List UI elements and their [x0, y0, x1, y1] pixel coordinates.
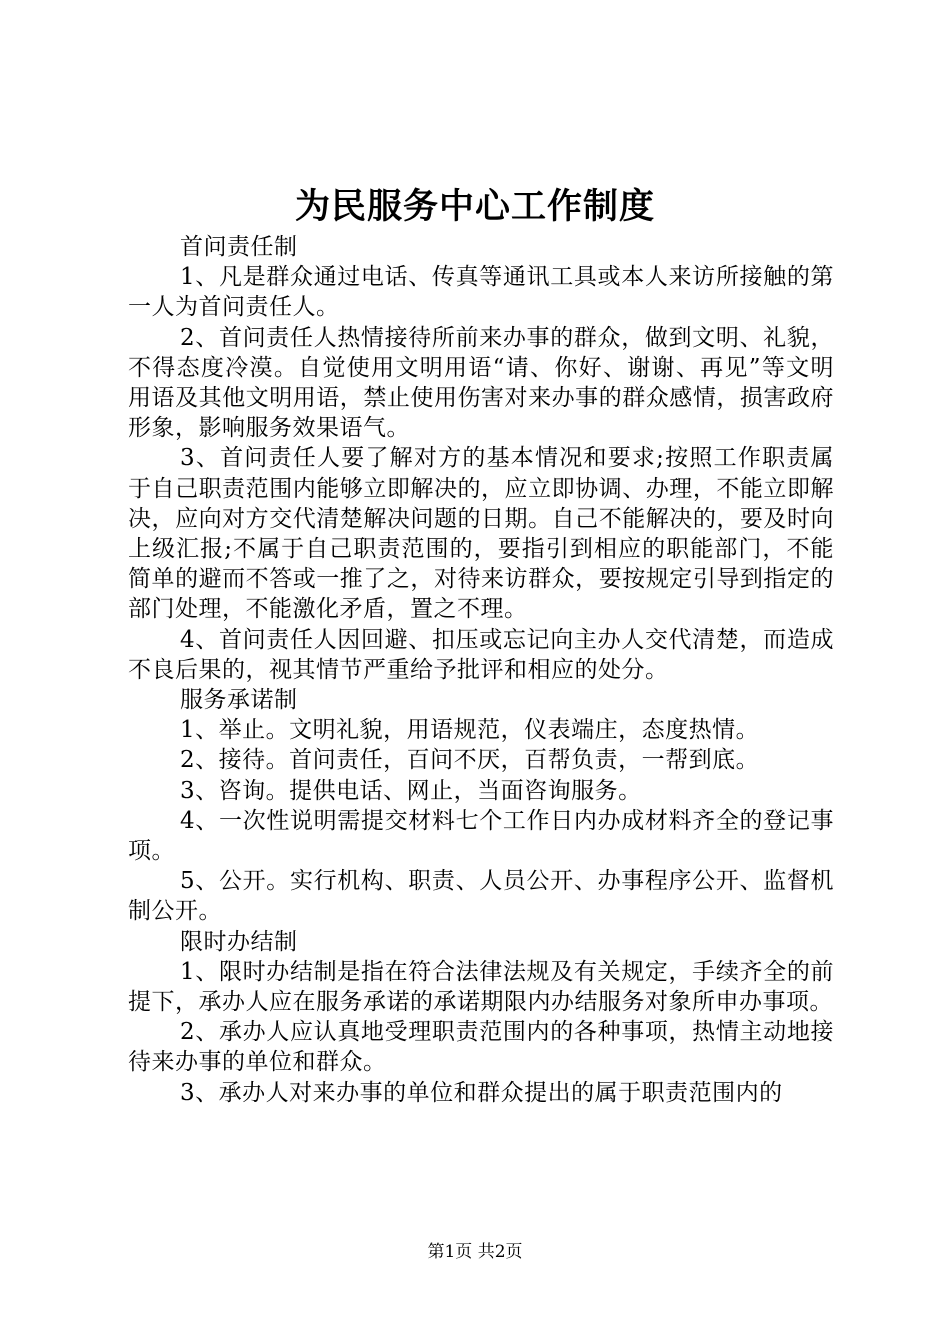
- document-title: 为民服务中心工作制度: [294, 186, 655, 227]
- paragraph: 1、限时办结制是指在符合法律法规及有关规定，手续齐全的前提下，承办人应在服务承诺的承诺期限内办结服务对象所申办事项。: [128, 958, 834, 1016]
- paragraph: 3、首问责任人要了解对方的基本情况和要求;按照工作职责属于自己职责范围内能够立即解决的，应立即协调、办理，不能立即解决，应向对方交代清楚解决问题的日期。自己不能解决的，要及时向上级汇报;不属于自己职责范围的，要指引到相应的职能部门，不能简单的避而不答或一推了之，对待来访群众，要按规定引导到指定的部门处理，不能激化矛盾，置之不理。: [128, 445, 834, 623]
- paragraph: 3、承办人对来办事的单位和群众提出的属于职责范围内的: [180, 1079, 783, 1106]
- page-footer: 第1页 共2页: [427, 1242, 523, 1262]
- document-body: [128, 232, 834, 1108]
- section-heading-service-commitment: 服务承诺制: [180, 687, 298, 714]
- paragraph: 2、接待。首问责任，百问不厌，百帮负责，一帮到底。: [180, 747, 760, 774]
- paragraph: 2、承办人应认真地受理职责范围内的各种事项，热情主动地接待来办事的单位和群众。: [128, 1019, 834, 1076]
- paragraph: 5、公开。实行机构、职责、人员公开、办事程序公开、监督机制公开。: [128, 868, 834, 925]
- paragraph: 4、一次性说明需提交材料七个工作日内办成材料齐全的登记事项。: [128, 807, 834, 865]
- section-heading-time-limit: 限时办结制: [180, 928, 298, 955]
- paragraph: 1、凡是群众通过电话、传真等通讯工具或本人来访所接触的第一人为首问责任人。: [128, 264, 834, 321]
- paragraph: 4、首问责任人因回避、扣压或忘记向主办人交代清楚，而造成不良后果的，视其情节严重给予批评和相应的处分。: [128, 626, 834, 683]
- paragraph: 3、咨询。提供电话、网止，当面咨询服务。: [180, 777, 642, 804]
- section-heading-first-responsibility: 首问责任制: [180, 234, 298, 260]
- paragraph: 1、举止。文明礼貌，用语规范，仪表端庄，态度热情。: [180, 717, 760, 744]
- paragraph: 2、首问责任人热情接待所前来办事的群众，做到文明、礼貌，不得态度冷漠。自觉使用文明用语“请、你好、谢谢、再见”等文明用语及其他文明用语，禁止使用伤害对来办事的群众感情，损害政府形象，影响服务效果语气。: [128, 324, 834, 442]
